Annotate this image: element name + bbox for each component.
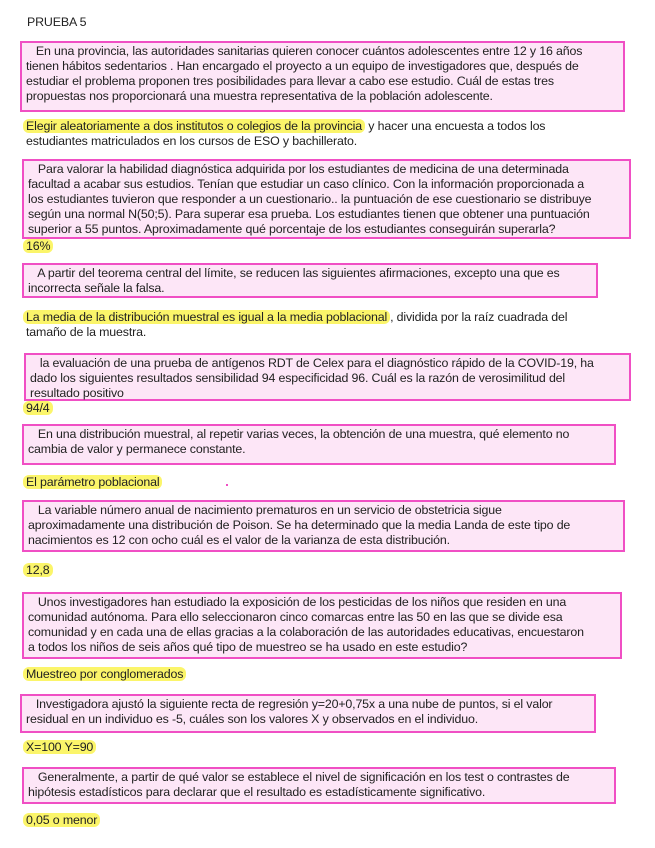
question-text: Unos investigadores han estudiado la exposición de los pesticidas de los niños que residen en una	[28, 595, 567, 609]
question-text: hipótesis estadísticos para declarar que el resultado es estadísticamente significativo.	[28, 785, 486, 799]
highlighted-answer: X=100 Y=90	[23, 740, 96, 754]
highlighted-answer: 0,05 o menor	[23, 813, 100, 827]
question-box	[22, 159, 631, 239]
highlighted-answer: 12,8	[23, 563, 53, 577]
question-text: comunidad y en cada una de ellas gracias a la colaboración de las autoridades educativas, encuestaron	[28, 625, 584, 639]
answer	[26, 667, 186, 682]
answer	[26, 239, 53, 254]
question-text: dado los siguientes resultados sensibilidad 94 especificidad 96. Cuál es la razón de verosimilitud del	[30, 371, 566, 385]
question-text: propuestas nos proporcionará una muestra representativa de la población adolescente.	[26, 89, 493, 103]
question-text: cambia de valor y permanece constante.	[28, 442, 246, 456]
highlighted-answer: La media de la distribución muestral es igual a la media poblacional	[23, 310, 390, 324]
stray-mark	[226, 484, 228, 486]
question-box	[22, 592, 622, 659]
answer	[26, 813, 100, 828]
answer	[26, 119, 545, 149]
question-text: resultado positivo	[30, 386, 124, 400]
highlighted-answer: Elegir aleatoriamente a dos institutos o colegios de la provincia	[23, 119, 365, 133]
question-box	[22, 500, 625, 552]
answer-text: tamaño de la muestra.	[26, 325, 147, 339]
highlighted-answer: Muestreo por conglomerados	[23, 667, 186, 681]
question-text: según una normal N(50;5). Para superar esa prueba. Los estudiantes tienen que obtener una puntuación	[28, 207, 590, 221]
question-text: incorrecta señale la falsa.	[28, 281, 165, 295]
question-box	[24, 353, 631, 401]
question-text: En una provincia, las autoridades sanitarias quieren conocer cuántos adolescentes entre 12 y 16 años	[26, 44, 583, 58]
answer	[26, 401, 53, 416]
question-box	[22, 263, 598, 298]
answer	[26, 310, 567, 340]
highlighted-answer: 94/4	[23, 401, 53, 415]
question-text: Investigadora ajustó la siguiente recta de regresión y=20+0,75x a una nube de puntos, si el valor	[26, 697, 553, 711]
question-text: a todos los niños de seis años qué tipo de muestreo se ha usado en este estudio?	[28, 640, 468, 654]
question-text: comunidad autónoma. Para ello seleccionaron cinco comarcas entre las 50 en las que se divide esa	[28, 610, 563, 624]
question-text: aproximadamente una distribución de Poison. Se ha determinado que la media Landa de este tipo de	[28, 518, 571, 532]
answer	[26, 563, 53, 578]
answer	[26, 740, 96, 755]
question-text: Generalmente, a partir de qué valor se establece el nivel de significación en los test o contrastes de	[28, 770, 570, 784]
question-box	[20, 694, 596, 733]
highlighted-answer: 16%	[23, 239, 53, 253]
question-text: estudiar el problema proponen tres posibilidades para llevar a cabo ese estudio. Cuál de estas tres	[26, 74, 554, 88]
question-text: tienen hábitos sedentarios . Han encargado el proyecto a un equipo de investigadores que, después de	[26, 59, 579, 73]
question-box	[22, 424, 616, 465]
question-box	[20, 41, 625, 112]
highlighted-answer: El parámetro poblacional	[23, 475, 162, 489]
answer-text: y hacer una encuesta a todos los	[365, 119, 546, 133]
answer-text: , dividida por la raíz cuadrada del	[390, 310, 568, 324]
answer	[26, 475, 162, 490]
question-text: A partir del teorema central del límite, se reducen las siguientes afirmaciones, excepto una que es	[28, 266, 560, 280]
question-text: los estudiantes tuvieron que responder a un cuestionario.. la puntuación de ese cuestionario se distribuye	[28, 192, 592, 206]
question-text: superior a 55 puntos. Aproximadamente qué porcentaje de los estudiantes conseguirán superarla?	[28, 222, 556, 236]
question-text: residual en un individuo es -5, cuáles son los valores X y observados en el individuo.	[26, 712, 479, 726]
question-text: nacimientos es 12 con ocho cuál es el valor de la varianza de esta distribución.	[28, 533, 450, 547]
answer-text: estudiantes matriculados en los cursos de ESO y bachillerato.	[26, 134, 358, 148]
question-text: La variable número anual de nacimiento prematuros en un servicio de obstetricia sigue	[28, 503, 502, 517]
question-text: la evaluación de una prueba de antígenos RDT de Celex para el diagnóstico rápido de la COVID-19, ha	[30, 356, 594, 370]
question-text: En una distribución muestral, al repetir varias veces, la obtención de una muestra, qué elemento no	[28, 427, 570, 441]
question-text: facultad a acabar sus estudios. Tenían que estudiar un caso clínico. Con la información proporcionada a	[28, 177, 585, 191]
page-title: PRUEBA 5	[27, 15, 87, 29]
question-box	[22, 767, 616, 804]
question-text: Para valorar la habilidad diagnóstica adquirida por los estudiantes de medicina de una determinada	[28, 162, 569, 176]
